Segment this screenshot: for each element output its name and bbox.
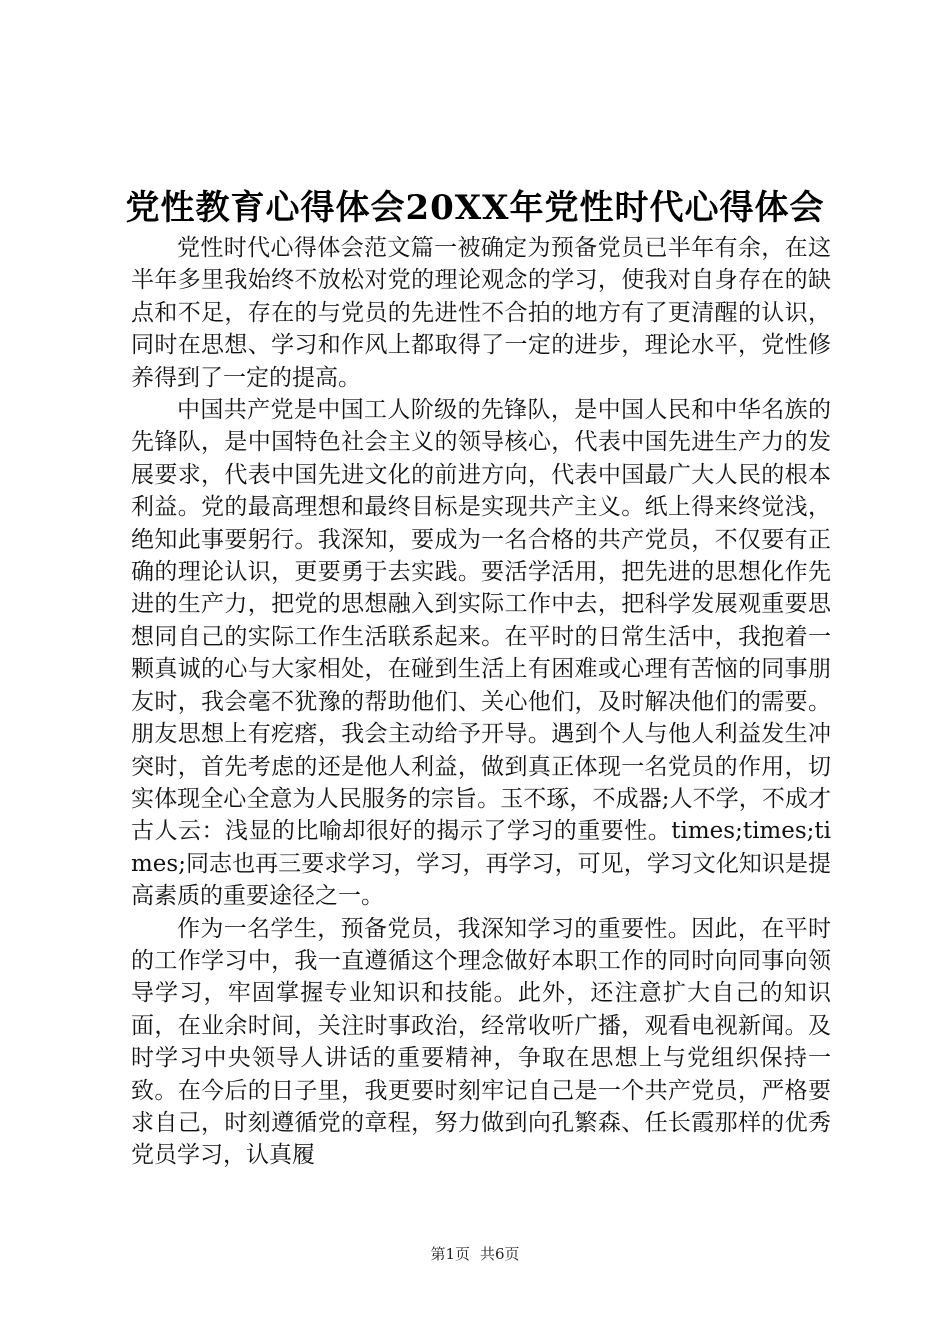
page-footer (0, 1244, 950, 1264)
paragraph-2: 中国共产党是中国工人阶级的先锋队，是中国人民和中华名族的先锋队，是中国特色社会主义的领导核心，代表中国先进生产力的发展要求，代表中国先进文化的前进方向，代表中国最广大人民的根本利益。党的最高理想和最终目标是实现共产主义。纸上得来终觉浅，绝知此事要躬行。我深知，要成为一名合格的共产党员，不仅要有正确的理论认识，更要勇于去实践。要活学活用，把先进的思想化作先进的生产力，把党的思想融入到实际工作中去，把科学发展观重要思想同自己的实际工作生活联系起来。在平时的日常生活中，我抱着一颗真诚的心与大家相处，在碰到生活上有困难或心理有苦恼的同事朋友时，我会毫不犹豫的帮助他们、关心他们，及时解决他们的需要。朋友思想上有疙瘩，我会主动给予开导。遇到个人与他人利益发生冲突时，首先考虑的还是他人利益，做到真正体现一名党员的作用，切实体现全心全意为人民服务的宗旨。玉不琢，不成器;人不学，不成才古人云：浅显的比喻却很好的揭示了学习的重要性。times;times;times;同志也再三要求学习，学习，再学习，可见，学习文化知识是提高素质的重要途径之一。 (131, 397, 831, 910)
paragraph-1: 党性时代心得体会范文篇一被确定为预备党员已半年有余，在这半年多里我始终不放松对党的理论观念的学习，使我对自身存在的缺点和不足，存在的与党员的先进性不合拍的地方有了更清醒的认识，同时在思想、学习和作风上都取得了一定的进步，理论水平，党性修养得到了一定的提高。 (131, 235, 831, 391)
document-title: 党性教育心得体会20XX年党性时代心得体会 (125, 188, 825, 228)
page-total: 共6页 (480, 1245, 520, 1263)
page-number: 第1页 (430, 1245, 470, 1263)
paragraph-3: 作为一名学生，预备党员，我深知学习的重要性。因此，在平时的工作学习中，我一直遵循这个理念做好本职工作的同时向同事向领导学习，牢固掌握专业知识和技能。此外，还注意扩大自己的知识面，在业余时间，关注时事政治，经常收听广播，观看电视新闻。及时学习中央领导人讲话的重要精神，争取在思想上与党组织保持一致。在今后的日子里，我更要时刻牢记自己是一个共产党员，严格要求自己，时刻遵循党的章程，努力做到向孔繁森、任长霞那样的优秀党员学习，认真履 (131, 915, 831, 1169)
document-body (131, 232, 831, 1172)
